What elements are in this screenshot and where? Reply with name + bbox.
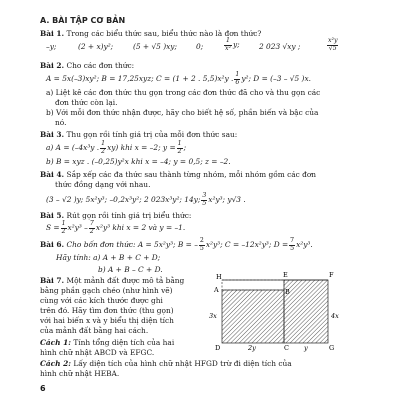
page-number: 6	[40, 384, 46, 393]
exercise-7-method-1-line-2: hình chữ nhật ABCD và EFGC.	[40, 348, 155, 357]
exercise-7-line-6: của mảnh đất bằng hai cách.	[40, 326, 149, 335]
exercise-6-label: Bài 6.	[40, 240, 65, 249]
exercise-7-method-2-line-2: hình chữ nhật HEBA.	[40, 369, 120, 378]
rect-EFGC	[284, 280, 328, 343]
exercise-6-question: Bài 6. Cho bốn đơn thức: A = 5x²y³; B = – $\frac{2}{5}$ x²y³; C = –12x²y³; D = $\frac{7}{5}$ x²y³.	[40, 237, 313, 252]
label-B: B	[285, 288, 290, 296]
land-plot-figure	[208, 272, 400, 354]
exercise-5-expression: S = $\frac{1}{2}$ x²y³ – $\frac{7}{2}$ x²y³ khi x = 2 và y = –1.	[46, 220, 186, 235]
label-bottom-dim-2: y	[304, 344, 308, 352]
label-bottom-dim-1: 2y	[248, 344, 256, 352]
exercise-4-question	[40, 171, 316, 178]
exercise-3-text: Thu gọn rồi tính giá trị của mỗi đơn thức sau:	[66, 130, 238, 139]
exercise-1-text: Trong các biểu thức sau, biểu thức nào là đơn thức?	[66, 29, 262, 38]
rect-HEBA-outline	[222, 280, 284, 290]
exercise-2-question	[40, 62, 134, 69]
exercise-4-items: (3 – √2 )y; 5x²y³; –0,2x³y²; 2 023x³y²; 14y; $\frac{3}{5}$ x²y³; y√3 .	[46, 192, 246, 207]
exercise-1-expr-1: –y;	[46, 42, 57, 51]
exercise-1-expr-7: $\frac{\text{x²y}}{√5}$	[328, 37, 338, 52]
label-H: H	[216, 273, 222, 281]
exercise-1-expr-4: 0;	[196, 42, 204, 51]
exercise-7-method-1: Cách 1: Tính tổng diện tích của hai	[40, 338, 175, 347]
exercise-1-label: Bài 1.	[40, 29, 65, 38]
exercise-5-question	[40, 212, 191, 219]
exercise-5-text: Rút gọn rồi tính giá trị biểu thức:	[66, 211, 192, 220]
exercise-2-part-a-line-1: a) Liệt kê các đơn thức thu gọn trong các đơn thức đã cho và thu gọn các	[46, 88, 321, 97]
exercise-3-part-a: a) A = (–4x³y . $\frac{1}{2}$ xy) khi x = –2; y = $\frac{1}{2}$ ;	[46, 140, 187, 155]
section-title: A. BÀI TẬP CƠ BẢN	[40, 16, 126, 25]
exercise-3-question	[40, 131, 237, 138]
label-A: A	[214, 286, 219, 294]
label-D: D	[215, 344, 221, 352]
exercise-4-text-line-2: thức đồng dạng với nhau.	[55, 180, 151, 189]
exercise-2-text: Cho các đơn thức:	[66, 61, 135, 70]
rect-ABCD	[222, 290, 284, 343]
exercise-7-line-1: Bài 7. Một mảnh đất được mô tả bằng	[40, 276, 185, 285]
label-F: F	[329, 272, 334, 279]
exercise-4-text: Sắp xếp các đa thức sau thành từng nhóm, mỗi nhóm gồm các đơn	[66, 170, 317, 179]
exercise-1-expr-3: (5 + √5 )xy;	[133, 42, 177, 51]
exercise-7-line-2: bằng phần gạch chéo (như hình vẽ)	[40, 286, 173, 295]
exercise-3-part-b: b) B = xyz . (–0,25)y²x khi x = –4; y = 0,5; z = –2.	[46, 157, 231, 166]
exercise-2-part-b-line-1: b) Với mỗi đơn thức nhận được, hãy cho biết hệ số, phần biến và bậc của	[46, 108, 319, 117]
label-left-dim: 3x	[209, 312, 217, 320]
exercise-1-expr-5: $\frac{1}{\text{x²}}$ y;	[225, 37, 240, 52]
exercise-2-part-b-line-2: nó.	[55, 118, 67, 127]
exercise-6-part-a: Hãy tính: a) A + B + C + D;	[56, 253, 161, 262]
exercise-7-line-5: với hai biến x và y biểu thị diện tích	[40, 316, 174, 325]
label-right-dim: 4x	[331, 312, 339, 320]
label-G: G	[329, 344, 335, 352]
exercise-5-label: Bài 5.	[40, 211, 65, 220]
exercise-1-expr-6: 2 023 √xy ;	[259, 42, 301, 51]
exercise-3-label: Bài 3.	[40, 130, 65, 139]
exercise-7-method-2: Cách 2: Lấy diện tích của hình chữ nhật HFGD trừ đi diện tích của	[40, 359, 292, 368]
label-E: E	[283, 272, 288, 279]
exercise-7-label: Bài 7.	[40, 276, 65, 285]
exercise-6-part-b: b) A + B – C + D.	[98, 265, 163, 274]
exercise-7-line-3: cùng với các kích thước được ghi	[40, 296, 163, 305]
exercise-2-monomials: A = 5x(–3)xy²; B = 17,25xyz; C = (1 + 2 . 5,5)x²y . $\frac{1}{6}$ y²; D = (–3 – √5 )x.	[46, 71, 311, 86]
exercise-2-label: Bài 2.	[40, 61, 65, 70]
exercise-4-label: Bài 4.	[40, 170, 65, 179]
exercise-1-expr-2: (2 + x)y²;	[78, 42, 114, 51]
label-C: C	[284, 344, 289, 352]
exercise-2-part-a-line-2: đơn thức còn lại.	[55, 98, 118, 107]
exercise-7-line-4: trên đó. Hãy tìm đơn thức (thu gọn)	[40, 306, 174, 315]
